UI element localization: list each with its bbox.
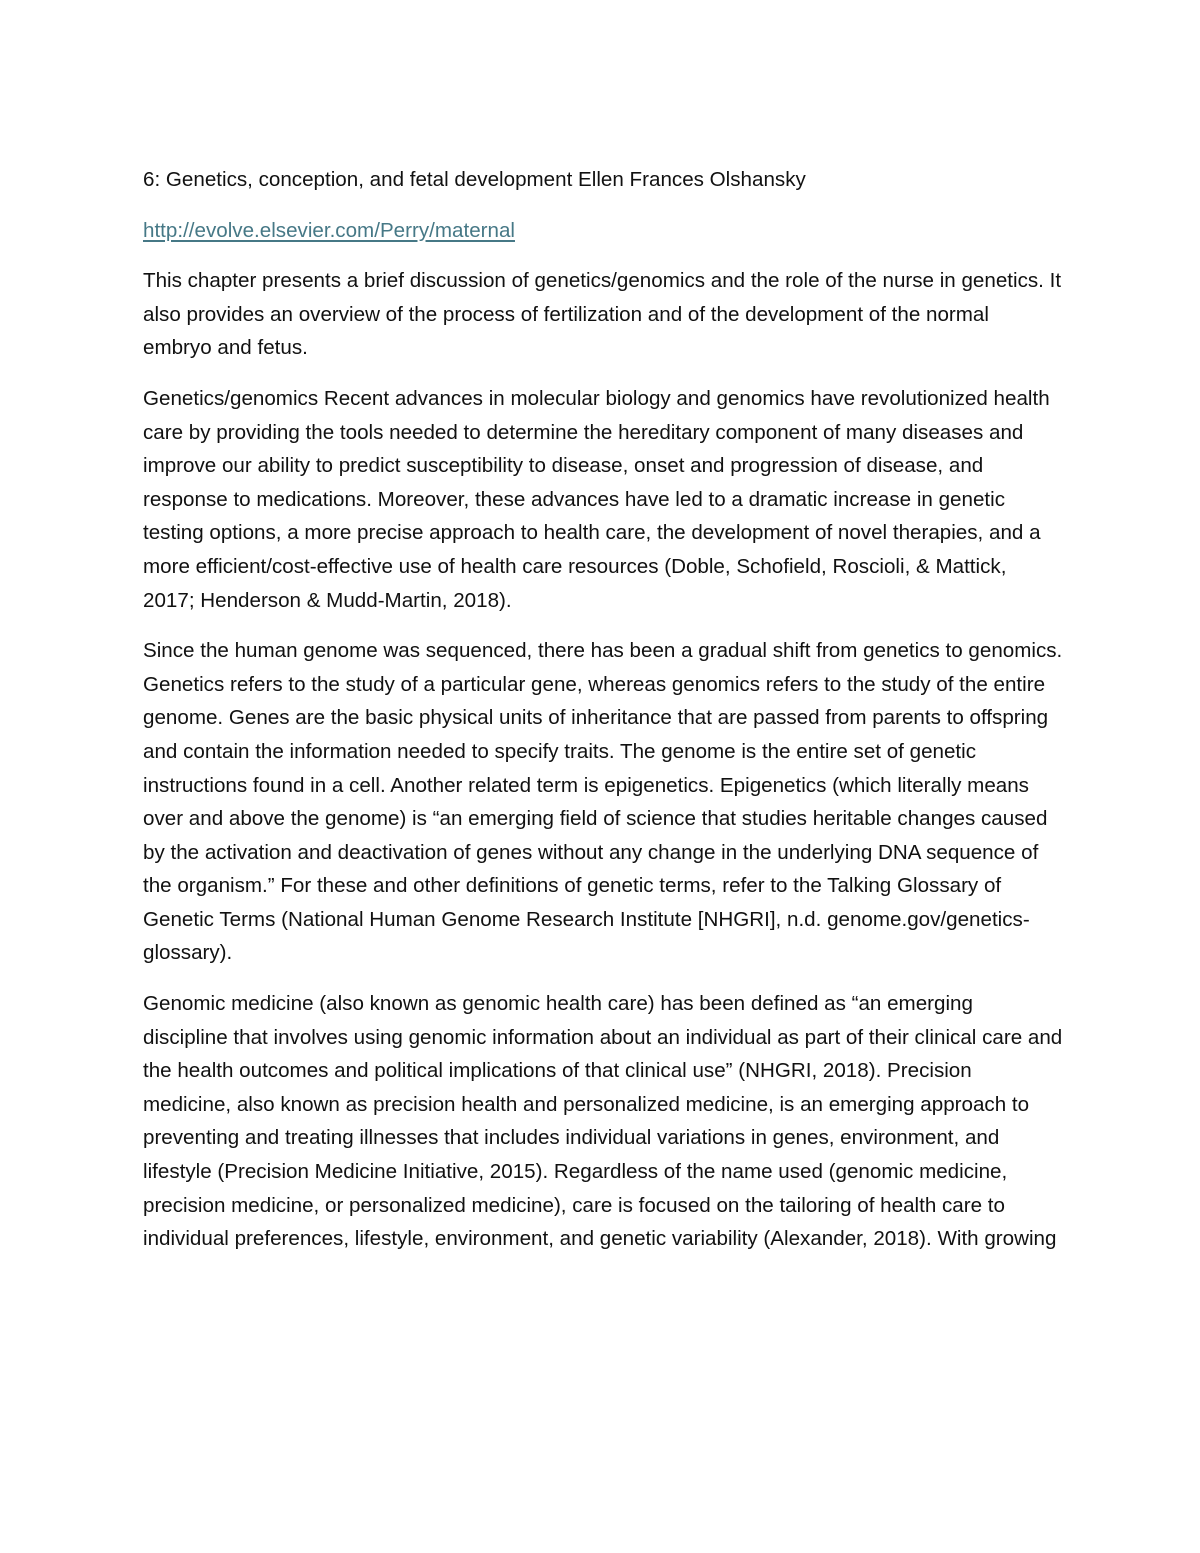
evolve-link[interactable]: http://evolve.elsevier.com/Perry/maternal [143, 218, 515, 242]
genomic-medicine-paragraph: Genomic medicine (also known as genomic health care) has been defined as “an emerging discipline that involves using genomic information about an individual as part of their clinical care and the health outcomes and political implications of that clinical use” (NHGRI, 2018). Precision medicine, also known as precision health and personalized medicine, is an emerging approach to preventing and treating illnesses that includes individual variations in genes, environment, and lifestyle (Precision Medicine Initiative, 2015). Regardless of the name used (genomic medicine, precision medicine, or personalized medicine), care is focused on the tailoring of health care to individual preferences, lifestyle, environment, and genetic variability (Alexander, 2018). With growing [143, 992, 1063, 1251]
document-body [143, 163, 1063, 1273]
intro-paragraph: This chapter presents a brief discussion of genetics/genomics and the role of the nurse in genetics. It also provides an overview of the process of fertilization and of the development of the normal embryo and fetus. [143, 269, 1062, 360]
link-paragraph [143, 214, 1063, 248]
chapter-title: 6: Genetics, conception, and fetal development Ellen Frances Olshansky [143, 168, 806, 191]
genetics-genomics-paragraph: Genetics/genomics Recent advances in molecular biology and genomics have revolutionized health care by providing the tools needed to determine the hereditary component of many diseases and improve our ability to predict susceptibility to disease, onset and progression of disease, and response to medications. Moreover, these advances have led to a dramatic increase in genetic testing options, a more precise approach to health care, the development of novel therapies, and a more efficient/cost-effective use of health care resources (Doble, Schofield, Roscioli, & Mattick, 2017; Henderson & Mudd-Martin, 2018). [143, 386, 1050, 612]
genome-paragraph: Since the human genome was sequenced, there has been a gradual shift from genetics to genomics. Genetics refers to the study of a particular gene, whereas genomics refers to the study of the entire genome. Genes are the basic physical units of inheritance that are passed from parents to offspring and contain the information needed to specify traits. The genome is the entire set of genetic instructions found in a cell. Another related term is epigenetics. Epigenetics (which literally means over and above the genome) is “an emerging field of science that studies heritable changes caused by the activation and deactivation of genes without any change in the underlying DNA sequence of the organism.” For these and other definitions of genetic terms, refer to the Talking Glossary of Genetic Terms (National Human Genome Research Institute [NHGRI], n.d. genome.gov/genetics-glossary). [143, 639, 1063, 965]
